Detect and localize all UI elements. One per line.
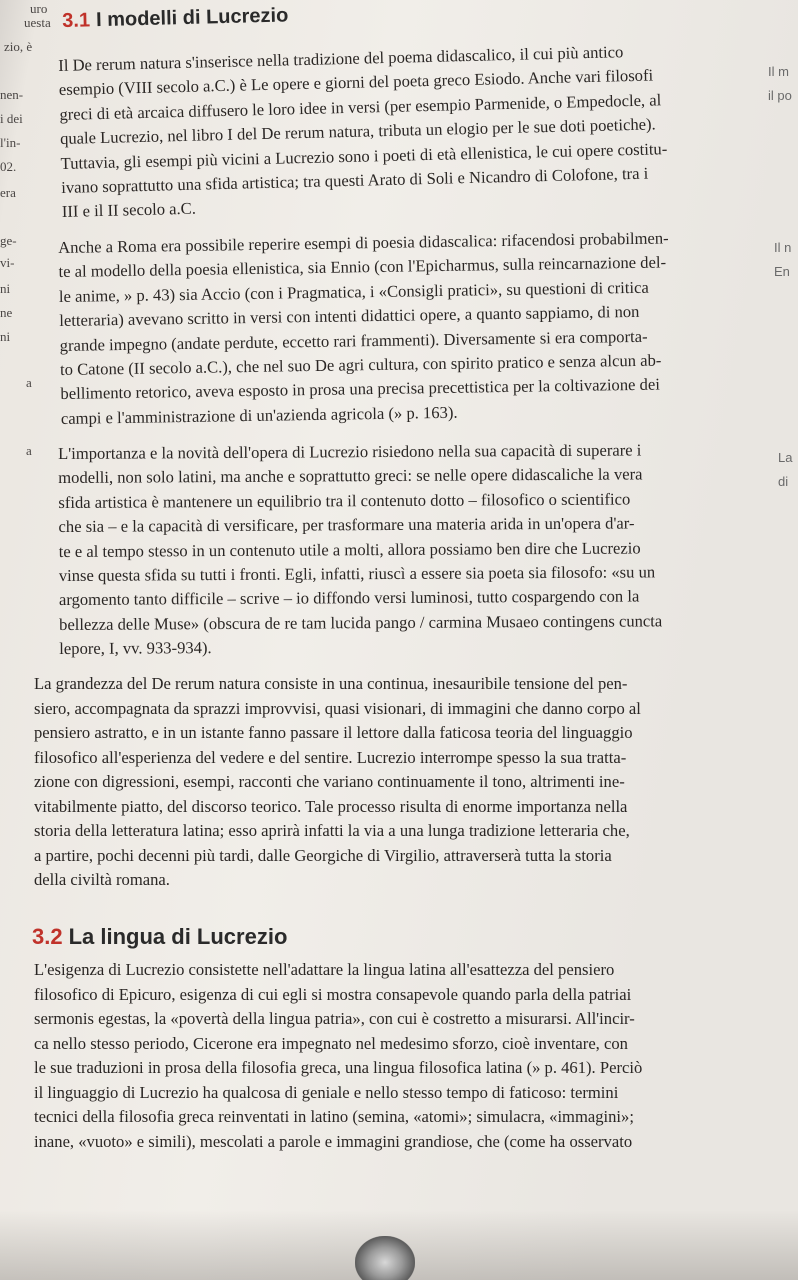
text-line: ivano soprattutto una sfida artistica; tra questi Arato di Soli e Nicandro di Colofone, tra i (61, 163, 649, 197)
text-line: Il De rerum natura s'inserisce nella tradizione del poema didascalico, il cui più antico (58, 42, 624, 75)
margin-fragment: a (26, 375, 32, 390)
text-line: grande impegno (andate perdute, eccetto rari frammenti). Diversamente si era comporta- (59, 326, 648, 355)
margin-fragment: ni (0, 281, 11, 296)
text-line: storia della letteratura latina; esso aprirà infatti la via a una lunga tradizione letteraria che, (34, 821, 630, 840)
right-margin-notes (760, 0, 798, 520)
text-line: filosofico all'esperienza del vedere e del sentire. Lucrezio interrompe spesso la sua tratta- (34, 747, 627, 767)
text-line: inane, «vuoto» e simili), mescolati a parole e immagini grandiose, che (come ha osservato (34, 1131, 633, 1151)
section-title-text: La lingua di Lucrezio (68, 924, 288, 949)
text-line: a partire, pochi decenni più tardi, dalle Georgiche di Virgilio, attraverserà tutta la storia (34, 845, 612, 865)
text-line: siero, accompagnata da sprazzi improvvisi, quasi visionari, di immagini che danno corpo al (34, 698, 641, 718)
margin-note: il po (768, 88, 792, 103)
margin-fragment: ni (0, 329, 11, 344)
section-title-3-1 (62, 4, 289, 33)
margin-fragment: vi- (0, 255, 15, 270)
margin-fragment: era (0, 185, 16, 200)
text-line: vitabilmente piatto, del discorso teorico. Tale processo risulta di enorme importanza nella (34, 796, 628, 816)
text-line: greci di età arcaica diffusero le loro idee in versi (per esempio Parmenide, o Empedocle, al (59, 90, 662, 124)
margin-fragment: nen- (0, 87, 24, 102)
text-line: della civiltà romana. (34, 870, 170, 889)
section-title-text: I modelli di Lucrezio (95, 4, 289, 32)
text-line: zione con digressioni, esempi, racconti che variano continuamente il tono, altrimenti ine- (34, 772, 625, 791)
paragraph-5 (34, 958, 776, 1154)
text-line: letteraria) avevano scritto in versi con intenti didattici opere, a quanto sappiamo, di non (59, 302, 640, 331)
text-line: che sia – e la capacità di versificare, per trasformare una materia arida in un'opera d'ar- (58, 513, 635, 537)
text-line: esempio (VIII secolo a.C.) è Le opere e giorni del poeta greco Esiodo. Anche vari filosofi (58, 65, 654, 100)
paragraph-3 (58, 438, 761, 662)
text-line: ca nello stesso periodo, Cicerone era impegnato nel medesimo sforzo, cioè inventare, con (34, 1033, 628, 1053)
text-line: le sue traduzioni in prosa della filosofia greca, una lingua filosofica latina (» p. 461). Perciò (34, 1058, 643, 1077)
margin-note: Il n (774, 240, 792, 255)
text-line: sfida artistica è mantenere un equilibrio tra il contenuto dotto – filosofico o scientifico (58, 489, 631, 512)
paragraph-1 (58, 37, 764, 225)
margin-fragment: uro (30, 1, 48, 16)
margin-fragment: ge- (0, 233, 17, 248)
paragraph-2 (58, 225, 763, 431)
text-line: campi e l'amministrazione di un'azienda agricola (» p. 163). (60, 402, 458, 428)
section-title-3-2 (32, 924, 287, 950)
text-line: filosofico di Epicuro, esigenza di cui egli si mostra consapevole quando parla della patriai (34, 984, 632, 1004)
text-line: tecnici della filosofia greca reinventati in latino (semina, «atomi»; simulacra, «immagini»; (34, 1107, 634, 1126)
text-line: Anche a Roma era possibile reperire esempi di poesia didascalica: rifacendosi probabilmen- (58, 228, 669, 257)
bookmark-clip (355, 1236, 415, 1280)
text-line: L'esigenza di Lucrezio consistette nell'adattare la lingua latina all'esattezza del pensiero (34, 960, 615, 979)
margin-note: La (778, 450, 793, 465)
section-number: 3.1 (62, 9, 91, 32)
margin-fragment: 02. (0, 159, 17, 174)
margin-note: En (774, 264, 790, 279)
text-line: argomento tanto difficile – scrive – io diffondo versi luminosi, tutto cospargendo con la (58, 586, 640, 610)
text-line: quale Lucrezio, nel libro I del De rerum natura, tributa un elogio per le sue doti poetiche). (59, 114, 656, 149)
paragraph-4 (34, 672, 776, 893)
margin-fragment: zio, è (4, 39, 33, 54)
text-line: lepore, I, vv. 933-934). (59, 638, 212, 659)
text-line: te e al tempo stesso in un contenuto utile a molti, allora possiamo ben dire che Lucrezio (58, 538, 641, 561)
text-line: vinse questa sfida su tutti i fronti. Egli, infatti, riuscì a essere sia poeta sia filosofo: «su un (58, 562, 656, 586)
margin-fragment: ne (0, 305, 13, 320)
text-line: III e il II secolo a.C. (61, 199, 197, 222)
margin-note: di (778, 474, 789, 489)
margin-note: Il m (768, 64, 789, 79)
text-line: te al modello della poesia ellenistica, sia Ennio (con l'Epicharmus, sulla reincarnazione del- (58, 252, 667, 282)
text-line: pensiero astratto, e in un istante fanno passare il lettore dalla faticosa teoria del linguaggio (34, 723, 633, 742)
previous-column-fragments (0, 0, 51, 520)
text-line: bellimento retorico, aveva esposto in prosa una precisa precettistica per la coltivazione dei (60, 375, 661, 404)
text-line: le anime, » p. 43) sia Accio (con i Pragmatica, i «Consigli pratici», su questioni di critica (58, 277, 649, 306)
margin-fragment: l'in- (0, 135, 21, 150)
text-line: modelli, non solo latini, ma anche e soprattutto greci: se nelle opere didascaliche la vera (58, 464, 643, 488)
text-line: bellezza delle Muse» (obscura de re tam lucida pango / carmina Musaeo contingens cuncta (59, 611, 663, 634)
text-line: to Catone (II secolo a.C.), che nel suo De agri cultura, con spirito pratico e senza alcun ab- (59, 350, 662, 380)
margin-fragment: i dei (0, 111, 23, 126)
margin-fragment: a (26, 443, 32, 458)
text-line: il linguaggio di Lucrezio ha qualcosa di geniale e nello stesso tempo di faticoso: termini (34, 1082, 619, 1102)
text-line: Tuttavia, gli esempi più vicini a Lucrezio sono i poeti di età ellenistica, le cui opere costitu- (60, 138, 668, 173)
text-line: La grandezza del De rerum natura consiste in una continua, inesauribile tensione del pen- (34, 674, 628, 693)
section-number: 3.2 (32, 924, 63, 949)
text-line: L'importanza e la novità dell'opera di Lucrezio risiedono nella sua capacità di superare i (58, 440, 642, 463)
text-line: sermonis egestas, la «povertà della lingua patria», con cui è costretto a misurarsi. All'incir- (34, 1009, 635, 1028)
margin-fragment: uesta (24, 15, 51, 30)
